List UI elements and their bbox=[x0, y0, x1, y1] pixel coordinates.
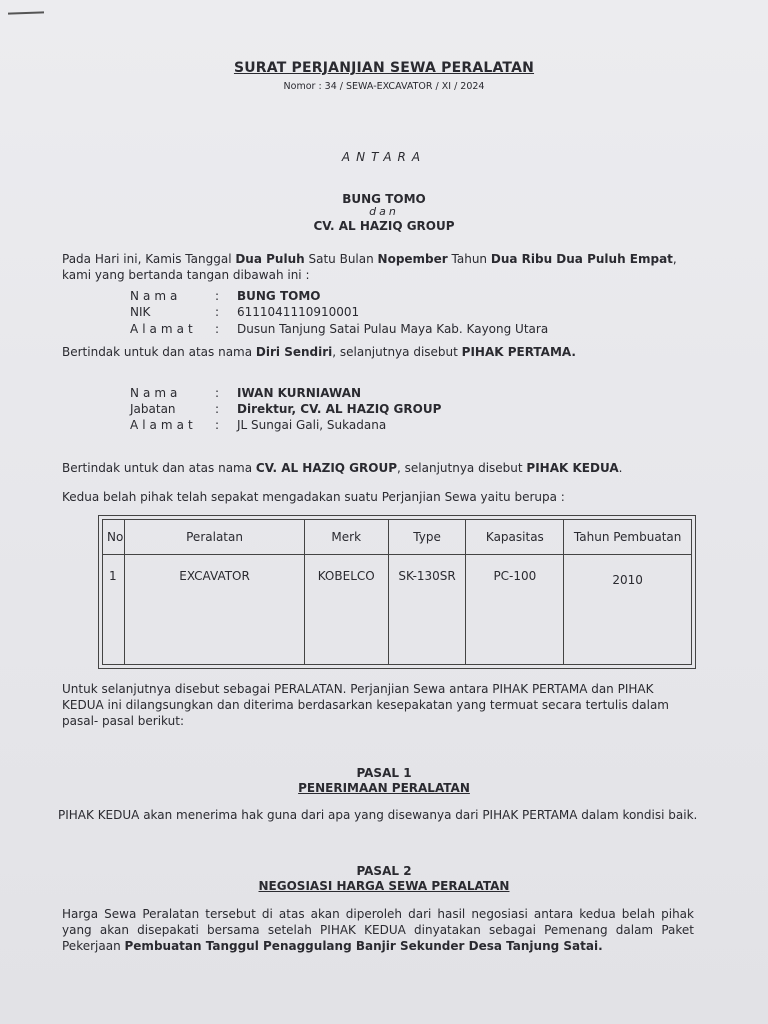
pasal2-text: Harga Sewa Peralatan tersebut di atas akan diperoleh dari hasil negosiasi antara kedua belah pihak yang akan disepakati bersama setelah PIHAK KEDUA dinyatakan sebagai Pemenang dalam Paket Pekerjaan Pembuatan Tanggul Penaggulang Banjir Sekunder Desa Tanjung Satai. bbox=[62, 907, 694, 953]
pasal2-title: NEGOSIASI HARGA SEWA PERALATAN bbox=[258, 879, 510, 893]
table-cell: KOBELCO bbox=[304, 555, 388, 665]
colon: : bbox=[215, 386, 220, 400]
table-header: Type bbox=[388, 520, 466, 555]
pihak2-value-alamat: JL Sungai Gali, Sukadana bbox=[237, 418, 387, 432]
pihak2-value-jabatan: Direktur, CV. AL HAZIQ GROUP bbox=[237, 402, 442, 416]
agreement-intro: Kedua belah pihak telah sepakat mengadakan suatu Perjanjian Sewa yaitu berupa : bbox=[62, 490, 565, 504]
table-cell: PC-100 bbox=[466, 555, 564, 665]
colon: : bbox=[215, 402, 220, 416]
table-header: Tahun Pembuatan bbox=[564, 520, 692, 555]
pen-mark bbox=[8, 11, 44, 14]
document-number: Nomor : 34 / SEWA-EXCAVATOR / XI / 2024 bbox=[283, 81, 485, 92]
table-header: Merk bbox=[304, 520, 388, 555]
table-cell: 1 bbox=[103, 555, 125, 665]
pasal1-text: PIHAK KEDUA akan menerima hak guna dari apa yang disewanya dari PIHAK PERTAMA dalam kondisi baik. bbox=[58, 808, 698, 822]
pihak1-value-alamat: Dusun Tanjung Satai Pulau Maya Kab. Kayong Utara bbox=[237, 322, 549, 336]
antara-label: ANTARA bbox=[341, 150, 427, 164]
dan-label: dan bbox=[369, 205, 399, 218]
table-header: Peralatan bbox=[125, 520, 304, 555]
pihak1-value-nama: BUNG TOMO bbox=[237, 289, 321, 303]
pasal1-title: PENERIMAAN PERALATAN bbox=[298, 781, 470, 795]
pihak2-statement: Bertindak untuk dan atas nama CV. AL HAZIQ GROUP, selanjutnya disebut PIHAK KEDUA. bbox=[62, 461, 623, 475]
party-one-name: BUNG TOMO bbox=[342, 192, 426, 206]
colon: : bbox=[215, 305, 220, 319]
pihak1-label-nama: Nama bbox=[130, 289, 182, 303]
intro-paragraph: Pada Hari ini, Kamis Tanggal Dua Puluh Satu Bulan Nopember Tahun Dua Ribu Dua Puluh Empat, kami yang bertanda tangan dibawah ini : bbox=[62, 252, 677, 282]
document-title: SURAT PERJANJIAN SEWA PERALATAN bbox=[233, 60, 535, 76]
after-table-paragraph: Untuk selanjutnya disebut sebagai PERALATAN. Perjanjian Sewa antara PIHAK PERTAMA dan PIHAK KEDUA ini dilangsungkan dan diterima berdasarkan kesepakatan yang termuat secara tertulis dalam pasal- pasal berikut: bbox=[62, 682, 669, 728]
colon: : bbox=[215, 418, 220, 432]
pihak1-label-alamat: Alamat bbox=[130, 322, 197, 336]
table-header-row bbox=[103, 520, 692, 555]
colon: : bbox=[215, 289, 220, 303]
colon: : bbox=[215, 322, 220, 336]
table-cell: 2010 bbox=[564, 555, 692, 665]
pihak2-label-jabatan: Jabatan bbox=[130, 402, 176, 416]
table-header: Kapasitas bbox=[466, 520, 564, 555]
table-cell: EXCAVATOR bbox=[125, 555, 304, 665]
table-header: No bbox=[103, 520, 125, 555]
pihak1-label-nik: NIK bbox=[130, 305, 151, 319]
equipment-table bbox=[102, 519, 692, 665]
pihak2-value-nama: IWAN KURNIAWAN bbox=[237, 386, 362, 400]
pihak2-label-alamat: Alamat bbox=[130, 418, 197, 432]
pihak1-value-nik: 6111041110910001 bbox=[237, 305, 360, 319]
pihak2-label-nama: Nama bbox=[130, 386, 182, 400]
table-row bbox=[103, 555, 692, 665]
pasal1-number: PASAL 1 bbox=[356, 766, 412, 780]
party-two-name: CV. AL HAZIQ GROUP bbox=[313, 219, 455, 233]
pasal2-number: PASAL 2 bbox=[356, 864, 412, 878]
table-cell: SK-130SR bbox=[388, 555, 466, 665]
pihak1-statement: Bertindak untuk dan atas nama Diri Sendiri, selanjutnya disebut PIHAK PERTAMA. bbox=[62, 345, 576, 359]
